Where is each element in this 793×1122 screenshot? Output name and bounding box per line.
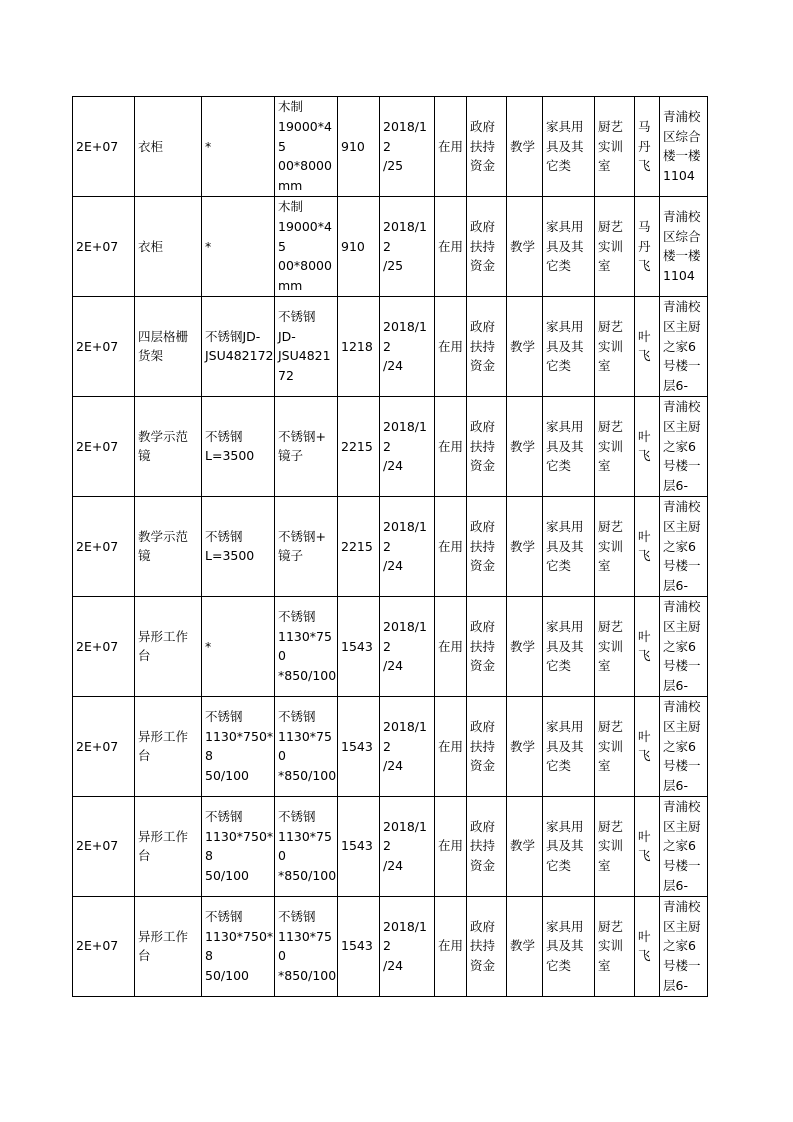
price-cell-text: 1218 — [341, 338, 373, 354]
funding-cell-text: 政府 扶持 资金 — [470, 318, 496, 374]
table-row — [73, 97, 708, 197]
spec-cell-text: 不锈钢 1130*750 *850/100 — [278, 608, 337, 684]
asset-code-cell-text: 2E+07 — [76, 638, 119, 654]
funding-cell-text: 政府 扶持 资金 — [470, 818, 496, 874]
funding-cell-text: 政府 扶持 资金 — [470, 918, 496, 974]
asset-name-cell-text: 四层格栅 货架 — [138, 328, 189, 364]
keeper-cell-text: 马 丹 飞 — [638, 218, 651, 274]
asset-code-cell-text: 2E+07 — [76, 838, 119, 854]
asset-code-cell-text: 2E+07 — [76, 338, 119, 354]
department-cell-text: 厨艺 实训 室 — [598, 318, 624, 374]
model-cell — [202, 296, 275, 396]
department-cell — [595, 196, 635, 296]
usage-cell — [507, 596, 543, 696]
category-cell-text: 家具用 具及其 它类 — [546, 118, 584, 174]
department-cell-text: 厨艺 实训 室 — [598, 118, 624, 174]
price-cell-text: 1543 — [341, 738, 373, 754]
department-cell-text: 厨艺 实训 室 — [598, 618, 624, 674]
asset-code-cell — [73, 296, 135, 396]
date-cell-text: 2018/12 /24 — [383, 618, 427, 674]
table-row — [73, 596, 708, 696]
funding-cell — [467, 696, 507, 796]
spec-cell — [275, 696, 338, 796]
department-cell-text: 厨艺 实训 室 — [598, 518, 624, 574]
model-cell-text: 不锈钢 1130*750*8 50/100 — [205, 808, 274, 884]
usage-cell-text: 教学 — [510, 738, 536, 754]
status-cell-text: 在用 — [438, 538, 464, 554]
keeper-cell — [635, 396, 660, 496]
status-cell — [435, 696, 467, 796]
department-cell — [595, 896, 635, 996]
date-cell — [380, 496, 435, 596]
status-cell-text: 在用 — [438, 638, 464, 654]
asset-code-cell — [73, 196, 135, 296]
status-cell-text: 在用 — [438, 438, 464, 454]
table-row — [73, 496, 708, 596]
usage-cell — [507, 97, 543, 197]
price-cell — [338, 296, 380, 396]
spec-cell — [275, 396, 338, 496]
department-cell-text: 厨艺 实训 室 — [598, 918, 624, 974]
funding-cell — [467, 296, 507, 396]
department-cell-text: 厨艺 实训 室 — [598, 818, 624, 874]
asset-name-cell — [135, 296, 202, 396]
status-cell — [435, 396, 467, 496]
model-cell-text: 不锈钢 L=3500 — [205, 428, 255, 464]
price-cell — [338, 396, 380, 496]
status-cell — [435, 496, 467, 596]
location-cell — [660, 696, 708, 796]
asset-code-cell — [73, 896, 135, 996]
model-cell-text: 不锈钢 1130*750*8 50/100 — [205, 708, 274, 784]
category-cell — [543, 396, 595, 496]
status-cell-text: 在用 — [438, 238, 464, 254]
status-cell — [435, 596, 467, 696]
usage-cell-text: 教学 — [510, 938, 536, 954]
keeper-cell — [635, 97, 660, 197]
usage-cell — [507, 296, 543, 396]
department-cell — [595, 596, 635, 696]
spec-cell-text: 不锈钢 JD- JSU4821 72 — [278, 308, 331, 384]
date-cell-text: 2018/12 /24 — [383, 818, 427, 874]
department-cell — [595, 696, 635, 796]
usage-cell — [507, 696, 543, 796]
location-cell-text: 青浦校 区综合 楼一楼 1104 — [663, 208, 701, 284]
usage-cell-text: 教学 — [510, 338, 536, 354]
keeper-cell-text: 叶 飞 — [638, 628, 651, 664]
department-cell — [595, 496, 635, 596]
location-cell — [660, 796, 708, 896]
spec-cell — [275, 596, 338, 696]
table-body — [73, 97, 708, 997]
usage-cell — [507, 496, 543, 596]
price-cell-text: 1543 — [341, 838, 373, 854]
category-cell — [543, 896, 595, 996]
asset-name-cell-text: 衣柜 — [138, 238, 164, 254]
asset-name-cell — [135, 596, 202, 696]
table-row — [73, 396, 708, 496]
category-cell — [543, 97, 595, 197]
price-cell — [338, 97, 380, 197]
location-cell-text: 青浦校 区主厨 之家6 号楼一 层6- — [663, 398, 701, 494]
spec-cell-text: 不锈钢+ 镜子 — [278, 528, 326, 564]
usage-cell-text: 教学 — [510, 438, 536, 454]
table-row — [73, 696, 708, 796]
location-cell-text: 青浦校 区主厨 之家6 号楼一 层6- — [663, 598, 701, 694]
model-cell — [202, 196, 275, 296]
location-cell — [660, 296, 708, 396]
funding-cell — [467, 196, 507, 296]
model-cell-text: 不锈钢JD- JSU482172 — [205, 328, 274, 364]
location-cell-text: 青浦校 区主厨 之家6 号楼一 层6- — [663, 498, 701, 594]
date-cell — [380, 396, 435, 496]
asset-table — [72, 96, 708, 997]
asset-name-cell — [135, 396, 202, 496]
usage-cell — [507, 396, 543, 496]
date-cell-text: 2018/12 /24 — [383, 318, 427, 374]
category-cell-text: 家具用 具及其 它类 — [546, 518, 584, 574]
price-cell-text: 2215 — [341, 438, 373, 454]
location-cell-text: 青浦校 区主厨 之家6 号楼一 层6- — [663, 798, 701, 894]
model-cell-text: 不锈钢 1130*750*8 50/100 — [205, 908, 274, 984]
keeper-cell-text: 叶 飞 — [638, 928, 651, 964]
category-cell — [543, 796, 595, 896]
price-cell — [338, 696, 380, 796]
asset-code-cell-text: 2E+07 — [76, 238, 119, 254]
date-cell — [380, 796, 435, 896]
usage-cell-text: 教学 — [510, 838, 536, 854]
asset-code-cell-text: 2E+07 — [76, 938, 119, 954]
keeper-cell-text: 叶 飞 — [638, 528, 651, 564]
model-cell — [202, 97, 275, 197]
table-row — [73, 796, 708, 896]
keeper-cell-text: 叶 飞 — [638, 428, 651, 464]
department-cell-text: 厨艺 实训 室 — [598, 418, 624, 474]
category-cell-text: 家具用 具及其 它类 — [546, 618, 584, 674]
category-cell — [543, 496, 595, 596]
asset-name-cell — [135, 896, 202, 996]
asset-code-cell-text: 2E+07 — [76, 738, 119, 754]
asset-code-cell — [73, 696, 135, 796]
department-cell — [595, 796, 635, 896]
asset-name-cell-text: 教学示范 镜 — [138, 428, 189, 464]
spec-cell — [275, 796, 338, 896]
spec-cell — [275, 496, 338, 596]
category-cell-text: 家具用 具及其 它类 — [546, 718, 584, 774]
department-cell-text: 厨艺 实训 室 — [598, 218, 624, 274]
model-cell — [202, 596, 275, 696]
spec-cell — [275, 196, 338, 296]
asset-name-cell-text: 异形工作 台 — [138, 928, 189, 964]
funding-cell — [467, 596, 507, 696]
table-row — [73, 196, 708, 296]
spec-cell-text: 不锈钢 1130*750 *850/100 — [278, 808, 337, 884]
price-cell-text: 1543 — [341, 938, 373, 954]
funding-cell-text: 政府 扶持 资金 — [470, 718, 496, 774]
usage-cell — [507, 896, 543, 996]
date-cell-text: 2018/12 /24 — [383, 518, 427, 574]
asset-name-cell — [135, 97, 202, 197]
date-cell — [380, 296, 435, 396]
model-cell — [202, 696, 275, 796]
category-cell-text: 家具用 具及其 它类 — [546, 318, 584, 374]
category-cell-text: 家具用 具及其 它类 — [546, 418, 584, 474]
asset-name-cell — [135, 196, 202, 296]
asset-name-cell-text: 衣柜 — [138, 138, 164, 154]
model-cell — [202, 496, 275, 596]
status-cell-text: 在用 — [438, 138, 464, 154]
keeper-cell-text: 叶 飞 — [638, 828, 651, 864]
department-cell — [595, 296, 635, 396]
price-cell-text: 910 — [341, 138, 365, 154]
date-cell-text: 2018/12 /24 — [383, 418, 427, 474]
table-row — [73, 896, 708, 996]
location-cell-text: 青浦校 区主厨 之家6 号楼一 层6- — [663, 298, 701, 394]
keeper-cell-text: 叶 飞 — [638, 328, 651, 364]
status-cell — [435, 896, 467, 996]
location-cell — [660, 97, 708, 197]
usage-cell-text: 教学 — [510, 638, 536, 654]
category-cell-text: 家具用 具及其 它类 — [546, 218, 584, 274]
funding-cell-text: 政府 扶持 资金 — [470, 418, 496, 474]
status-cell — [435, 796, 467, 896]
funding-cell — [467, 396, 507, 496]
asset-code-cell — [73, 496, 135, 596]
asset-code-cell-text: 2E+07 — [76, 538, 119, 554]
asset-name-cell-text: 异形工作 台 — [138, 728, 189, 764]
model-cell-text: * — [205, 238, 212, 254]
funding-cell-text: 政府 扶持 资金 — [470, 618, 496, 674]
keeper-cell — [635, 696, 660, 796]
date-cell-text: 2018/12 /24 — [383, 718, 427, 774]
status-cell-text: 在用 — [438, 338, 464, 354]
status-cell-text: 在用 — [438, 838, 464, 854]
spec-cell — [275, 97, 338, 197]
asset-name-cell — [135, 496, 202, 596]
spec-cell-text: 不锈钢 1130*750 *850/100 — [278, 708, 337, 784]
spec-cell — [275, 296, 338, 396]
asset-code-cell — [73, 796, 135, 896]
date-cell — [380, 696, 435, 796]
asset-name-cell — [135, 696, 202, 796]
table-row — [73, 296, 708, 396]
date-cell-text: 2018/12 /25 — [383, 218, 427, 274]
location-cell — [660, 196, 708, 296]
model-cell — [202, 396, 275, 496]
asset-name-cell — [135, 796, 202, 896]
usage-cell-text: 教学 — [510, 238, 536, 254]
keeper-cell — [635, 196, 660, 296]
status-cell — [435, 296, 467, 396]
keeper-cell — [635, 596, 660, 696]
usage-cell — [507, 196, 543, 296]
price-cell — [338, 196, 380, 296]
asset-name-cell-text: 异形工作 台 — [138, 828, 189, 864]
asset-code-cell — [73, 396, 135, 496]
spec-cell-text: 不锈钢 1130*750 *850/100 — [278, 908, 337, 984]
usage-cell-text: 教学 — [510, 138, 536, 154]
asset-code-cell-text: 2E+07 — [76, 438, 119, 454]
category-cell — [543, 596, 595, 696]
funding-cell — [467, 796, 507, 896]
funding-cell-text: 政府 扶持 资金 — [470, 118, 496, 174]
department-cell — [595, 396, 635, 496]
location-cell-text: 青浦校 区主厨 之家6 号楼一 层6- — [663, 698, 701, 794]
price-cell-text: 910 — [341, 238, 365, 254]
model-cell-text: 不锈钢 L=3500 — [205, 528, 255, 564]
location-cell-text: 青浦校 区主厨 之家6 号楼一 层6- — [663, 898, 701, 994]
status-cell-text: 在用 — [438, 938, 464, 954]
spec-cell-text: 木制 19000*45 00*8000 mm — [278, 99, 332, 194]
location-cell-text: 青浦校 区综合 楼一楼 1104 — [663, 108, 701, 184]
keeper-cell — [635, 796, 660, 896]
status-cell-text: 在用 — [438, 738, 464, 754]
model-cell-text: * — [205, 138, 212, 154]
date-cell — [380, 196, 435, 296]
date-cell-text: 2018/12 /24 — [383, 918, 427, 974]
keeper-cell-text: 叶 飞 — [638, 728, 651, 764]
status-cell — [435, 196, 467, 296]
category-cell — [543, 196, 595, 296]
price-cell — [338, 796, 380, 896]
model-cell-text: * — [205, 638, 212, 654]
asset-code-cell — [73, 596, 135, 696]
spec-cell — [275, 896, 338, 996]
price-cell — [338, 496, 380, 596]
location-cell — [660, 396, 708, 496]
asset-name-cell-text: 教学示范 镜 — [138, 528, 189, 564]
category-cell — [543, 696, 595, 796]
asset-code-cell — [73, 97, 135, 197]
category-cell-text: 家具用 具及其 它类 — [546, 918, 584, 974]
funding-cell — [467, 896, 507, 996]
funding-cell — [467, 496, 507, 596]
date-cell — [380, 896, 435, 996]
funding-cell-text: 政府 扶持 资金 — [470, 518, 496, 574]
location-cell — [660, 896, 708, 996]
funding-cell-text: 政府 扶持 资金 — [470, 218, 496, 274]
category-cell — [543, 296, 595, 396]
location-cell — [660, 596, 708, 696]
asset-code-cell-text: 2E+07 — [76, 138, 119, 154]
model-cell — [202, 896, 275, 996]
model-cell — [202, 796, 275, 896]
usage-cell — [507, 796, 543, 896]
asset-name-cell-text: 异形工作 台 — [138, 628, 189, 664]
price-cell-text: 1543 — [341, 638, 373, 654]
spec-cell-text: 木制 19000*45 00*8000 mm — [278, 198, 332, 294]
status-cell — [435, 97, 467, 197]
keeper-cell — [635, 496, 660, 596]
keeper-cell — [635, 896, 660, 996]
price-cell — [338, 596, 380, 696]
price-cell-text: 2215 — [341, 538, 373, 554]
department-cell-text: 厨艺 实训 室 — [598, 718, 624, 774]
keeper-cell-text: 马 丹 飞 — [638, 118, 651, 174]
usage-cell-text: 教学 — [510, 538, 536, 554]
date-cell — [380, 596, 435, 696]
date-cell — [380, 97, 435, 197]
location-cell — [660, 496, 708, 596]
spec-cell-text: 不锈钢+ 镜子 — [278, 428, 326, 464]
date-cell-text: 2018/12 /25 — [383, 118, 427, 174]
keeper-cell — [635, 296, 660, 396]
funding-cell — [467, 97, 507, 197]
price-cell — [338, 896, 380, 996]
department-cell — [595, 97, 635, 197]
category-cell-text: 家具用 具及其 它类 — [546, 818, 584, 874]
